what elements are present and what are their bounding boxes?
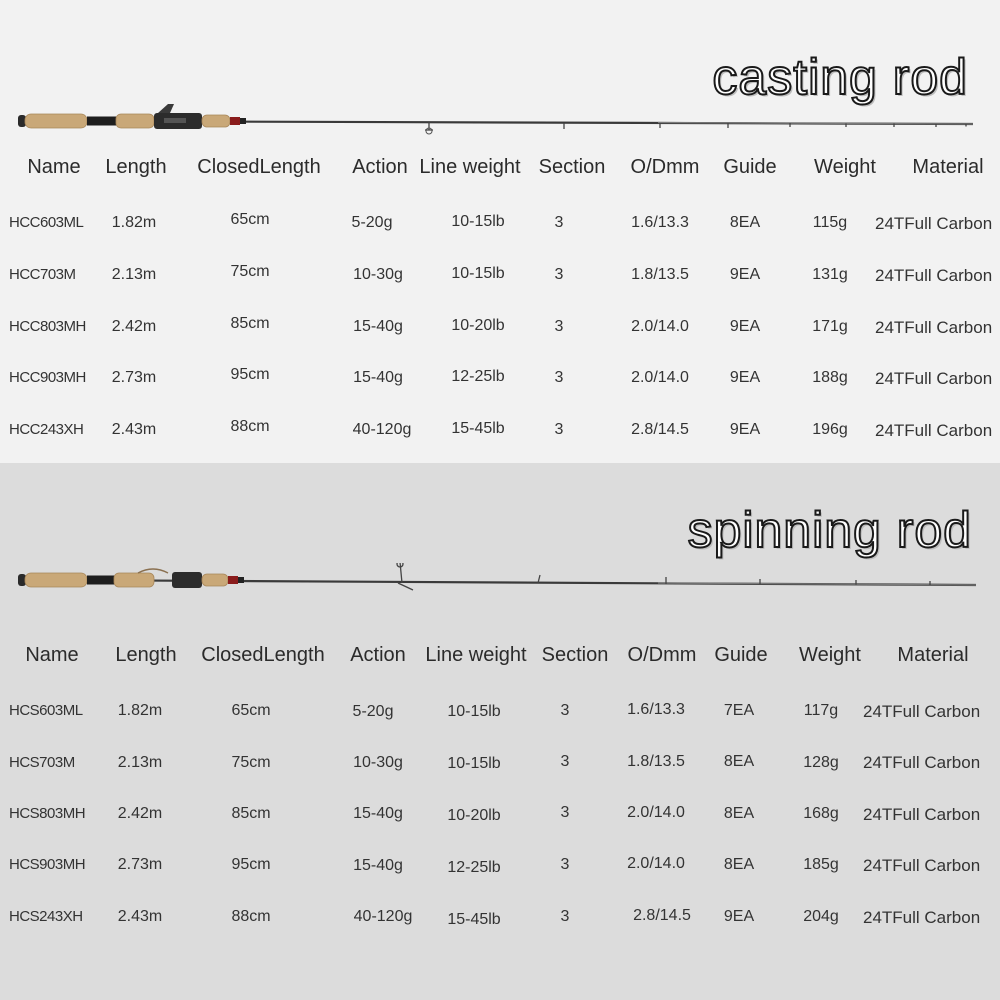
spec-section: 3 [554, 266, 564, 283]
spec-guide: 9EA [729, 266, 761, 283]
spinning-rod-section [0, 463, 1000, 1000]
spec-line-weight: 12-25lb [447, 859, 501, 876]
spec-action: 10-30g [353, 754, 403, 771]
spec-material: 24TFull Carbon [863, 805, 981, 824]
casting-header-weight: Weight [814, 156, 876, 178]
spec-name: HCS903MH [9, 856, 86, 873]
spec-material: 24TFull Carbon [863, 908, 981, 927]
spec-name: HCS703M [9, 754, 75, 771]
spec-line-weight: 10-15lb [447, 755, 501, 772]
spec-section: 3 [554, 318, 564, 335]
spinning-header-guide: Guide [714, 644, 768, 666]
spinning-header-material: Material [897, 644, 969, 666]
spinning-header-name: Name [25, 644, 79, 666]
spec-od: 2.0/14.0 [627, 804, 685, 821]
spec-closed-length: 88cm [231, 908, 271, 925]
spec-line-weight: 15-45lb [447, 911, 501, 928]
spec-length: 2.13m [117, 754, 163, 771]
spec-weight: 171g [812, 318, 848, 335]
spec-closed-length: 75cm [230, 263, 270, 280]
casting-header-line-weight: Line weight [419, 156, 521, 178]
spec-line-weight: 10-15lb [447, 703, 501, 720]
spec-name: HCC703M [9, 266, 76, 283]
spec-material: 24TFull Carbon [875, 318, 993, 337]
spec-name: HCC803MH [9, 318, 86, 335]
spec-weight: 204g [803, 908, 839, 925]
spec-od: 1.8/13.5 [631, 266, 689, 283]
spec-od: 2.0/14.0 [631, 318, 689, 335]
spec-action: 5-20g [352, 703, 394, 720]
spec-material: 24TFull Carbon [875, 266, 993, 285]
spinning-header-closed-length: ClosedLength [201, 644, 325, 666]
spec-section: 3 [554, 214, 564, 231]
spec-length: 1.82m [111, 214, 157, 231]
casting-rod-title: casting rod [712, 49, 968, 105]
spec-weight: 131g [812, 266, 848, 283]
spec-weight: 196g [812, 421, 848, 438]
spec-name: HCC603ML [9, 214, 84, 231]
spinning-header-line-weight: Line weight [425, 644, 527, 666]
spec-weight: 188g [812, 369, 848, 386]
spec-guide: 8EA [723, 753, 755, 770]
spec-name: HCC243XH [9, 421, 84, 438]
spec-closed-length: 88cm [230, 418, 270, 435]
spec-weight: 115g [812, 214, 848, 231]
spec-action: 10-30g [353, 266, 403, 283]
spec-action: 40-120g [352, 421, 412, 438]
spec-action: 15-40g [353, 805, 403, 822]
spec-material: 24TFull Carbon [863, 856, 981, 875]
spec-od: 2.0/14.0 [631, 369, 689, 386]
spec-closed-length: 95cm [231, 856, 271, 873]
spec-guide: 8EA [723, 856, 755, 873]
spec-length: 1.82m [117, 702, 163, 719]
spec-material: 24TFull Carbon [875, 369, 993, 388]
spec-action: 15-40g [353, 369, 403, 386]
spec-material: 24TFull Carbon [863, 753, 981, 772]
spec-section: 3 [554, 369, 564, 386]
spec-material: 24TFull Carbon [875, 214, 993, 233]
spinning-rod-title: spinning rod [687, 502, 972, 558]
spec-od: 1.6/13.3 [631, 214, 689, 231]
spec-od: 1.6/13.3 [627, 701, 685, 718]
spec-weight: 185g [803, 856, 839, 873]
spec-od: 2.8/14.5 [633, 907, 691, 924]
casting-header-guide: Guide [723, 156, 777, 178]
spinning-header-length: Length [115, 644, 177, 666]
spec-material: 24TFull Carbon [875, 421, 993, 440]
spec-material: 24TFull Carbon [863, 702, 981, 721]
spec-section: 3 [560, 702, 570, 719]
casting-header-section: Section [538, 156, 606, 178]
spec-closed-length: 85cm [231, 805, 271, 822]
spec-section: 3 [560, 908, 570, 925]
spec-length: 2.73m [111, 369, 157, 386]
spec-action: 40-120g [353, 908, 413, 925]
spec-action: 15-40g [353, 318, 403, 335]
spec-weight: 128g [803, 754, 839, 771]
casting-header-material: Material [912, 156, 984, 178]
casting-rod-section [0, 0, 1000, 463]
spec-closed-length: 95cm [230, 366, 270, 383]
spinning-header-od: O/Dmm [627, 644, 697, 666]
spec-guide: 9EA [729, 421, 761, 438]
casting-header-name: Name [27, 156, 81, 178]
spec-od: 2.0/14.0 [627, 855, 685, 872]
spec-length: 2.43m [111, 421, 157, 438]
spec-od: 1.8/13.5 [627, 753, 685, 770]
spec-length: 2.73m [117, 856, 163, 873]
casting-header-action: Action [352, 156, 408, 178]
spec-length: 2.42m [111, 318, 157, 335]
spec-closed-length: 85cm [230, 315, 270, 332]
spec-line-weight: 10-20lb [447, 807, 501, 824]
spec-section: 3 [560, 804, 570, 821]
casting-rod-image [18, 104, 980, 138]
spec-name: HCS243XH [9, 908, 83, 925]
spinning-rod-image [18, 563, 980, 597]
spec-guide: 9EA [723, 908, 755, 925]
spec-closed-length: 65cm [231, 702, 271, 719]
spec-length: 2.43m [117, 908, 163, 925]
spec-guide: 8EA [729, 214, 761, 231]
spec-length: 2.13m [111, 266, 157, 283]
spec-closed-length: 65cm [230, 211, 270, 228]
spec-guide: 9EA [729, 369, 761, 386]
spec-guide: 8EA [723, 805, 755, 822]
spec-line-weight: 10-15lb [451, 213, 505, 230]
spec-line-weight: 10-15lb [451, 265, 505, 282]
spec-weight: 117g [803, 702, 839, 719]
spec-weight: 168g [803, 805, 839, 822]
casting-header-od: O/Dmm [630, 156, 700, 178]
spec-guide: 7EA [723, 702, 755, 719]
spec-line-weight: 12-25lb [451, 368, 505, 385]
spec-name: HCC903MH [9, 369, 86, 386]
spinning-header-action: Action [350, 644, 406, 666]
spinning-header-weight: Weight [799, 644, 861, 666]
casting-header-length: Length [105, 156, 167, 178]
spec-line-weight: 10-20lb [451, 317, 505, 334]
spec-section: 3 [560, 856, 570, 873]
spec-guide: 9EA [729, 318, 761, 335]
spec-name: HCS803MH [9, 805, 86, 822]
spec-closed-length: 75cm [231, 754, 271, 771]
spec-od: 2.8/14.5 [631, 421, 689, 438]
spec-length: 2.42m [117, 805, 163, 822]
spec-section: 3 [554, 421, 564, 438]
spec-section: 3 [560, 753, 570, 770]
spinning-header-section: Section [541, 644, 609, 666]
casting-header-closed-length: ClosedLength [197, 156, 321, 178]
spec-line-weight: 15-45lb [451, 420, 505, 437]
spec-action: 15-40g [353, 857, 403, 874]
spec-name: HCS603ML [9, 702, 83, 719]
spec-action: 5-20g [351, 214, 393, 231]
